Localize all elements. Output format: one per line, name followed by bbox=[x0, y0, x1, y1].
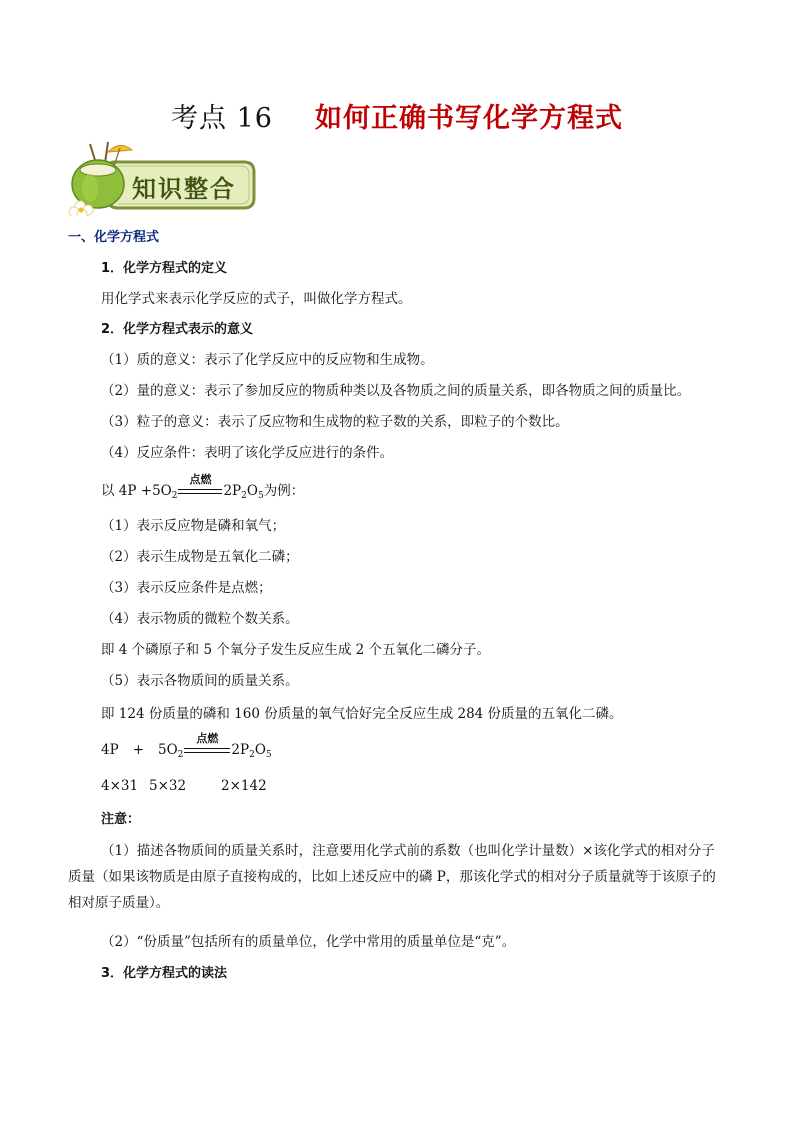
sub-heading-2: 2．化学方程式表示的意义 bbox=[101, 322, 254, 337]
eq-phosphorus: 4P bbox=[101, 742, 119, 758]
note-heading: 注意： bbox=[101, 812, 141, 827]
meaning-item: （4）反应条件：表明了该化学反应进行的条件。 bbox=[101, 445, 394, 461]
meaning-item: （3）粒子的意义：表示了反应物和生成物的粒子数的关系，即粒子的个数比。 bbox=[101, 414, 569, 430]
note-paragraph-1: （1）描述各物质间的质量关系时，注意要用化学式前的系数（也叫化学计量数）×该化学式的相对分子质量（如果该物质是由原子直接构成的，比如上述反应中的磷 P，那该化学式的相对分子质量就等于该原子的相对原子质量）。 bbox=[68, 843, 716, 911]
title-number: 考点 16 bbox=[171, 103, 273, 134]
example-o-letter: O bbox=[246, 483, 258, 499]
eq-o2-sub: 2 bbox=[177, 750, 184, 760]
example-product: 2P bbox=[223, 483, 242, 499]
sub-heading-3: 3．化学方程式的读法 bbox=[101, 966, 228, 981]
meaning-item: （1）质的意义：表示了化学反应中的反应物和生成物。 bbox=[101, 352, 434, 368]
example-item: （1）表示反应物是磷和氧气； bbox=[101, 518, 286, 534]
sub-heading-1: 1．化学方程式的定义 bbox=[101, 261, 228, 276]
example-suffix: 为例： bbox=[263, 483, 305, 499]
eq-o-sub: 5 bbox=[265, 750, 272, 760]
reaction-condition: 点燃 bbox=[189, 472, 212, 486]
eq-oxygen: 5O bbox=[158, 742, 178, 758]
reaction-arrow bbox=[178, 472, 222, 499]
reaction-arrow bbox=[184, 731, 230, 758]
badge-label: 知识整合 bbox=[132, 175, 236, 203]
example-item: 即 4 个磷原子和 5 个氧分子发生反应生成 2 个五氧化二磷分子。 bbox=[101, 642, 491, 658]
example-item: （2）表示生成物是五氧化二磷； bbox=[101, 549, 299, 565]
example-o-sub: 5 bbox=[257, 491, 264, 501]
eq-product: 2P bbox=[231, 742, 250, 758]
example-equation bbox=[101, 472, 305, 501]
example-item: （5）表示各物质间的质量关系。 bbox=[101, 673, 299, 689]
example-item: （3）表示反应条件是点燃； bbox=[101, 580, 272, 596]
eq-o-letter: O bbox=[254, 742, 266, 758]
example-prefix: 以 4P +5O bbox=[101, 483, 172, 499]
title-main: 如何正确书写化学方程式 bbox=[314, 103, 623, 134]
definition-text: 用化学式来表示化学反应的式子，叫做化学方程式。 bbox=[101, 291, 412, 307]
reaction-condition: 点燃 bbox=[196, 731, 219, 745]
mass-a: 4×31 bbox=[101, 778, 139, 794]
example-item: 即 124 份质量的磷和 160 份质量的氧气恰好完全反应生成 284 份质量的五氧化二磷。 bbox=[101, 706, 623, 722]
section-heading: 一、化学方程式 bbox=[68, 230, 160, 245]
knowledge-badge bbox=[68, 140, 258, 216]
meaning-item: （2）量的意义：表示了参加反应的物质种类以及各物质之间的质量关系，即各物质之间的质量比。 bbox=[101, 383, 691, 399]
eq-p-sub: 2 bbox=[249, 750, 255, 760]
example-p-sub: 2 bbox=[241, 491, 247, 501]
example-o2-sub: 2 bbox=[171, 491, 178, 501]
mass-b: 5×32 bbox=[149, 778, 187, 794]
mass-c: 2×142 bbox=[221, 778, 267, 794]
mass-equation bbox=[101, 731, 272, 760]
note-paragraph-2: （2）“份质量”包括所有的质量单位，化学中常用的质量单位是“克”。 bbox=[101, 934, 516, 950]
example-item: （4）表示物质的微粒个数关系。 bbox=[101, 611, 299, 627]
eq-plus: + bbox=[132, 742, 144, 758]
page-title bbox=[0, 96, 794, 135]
